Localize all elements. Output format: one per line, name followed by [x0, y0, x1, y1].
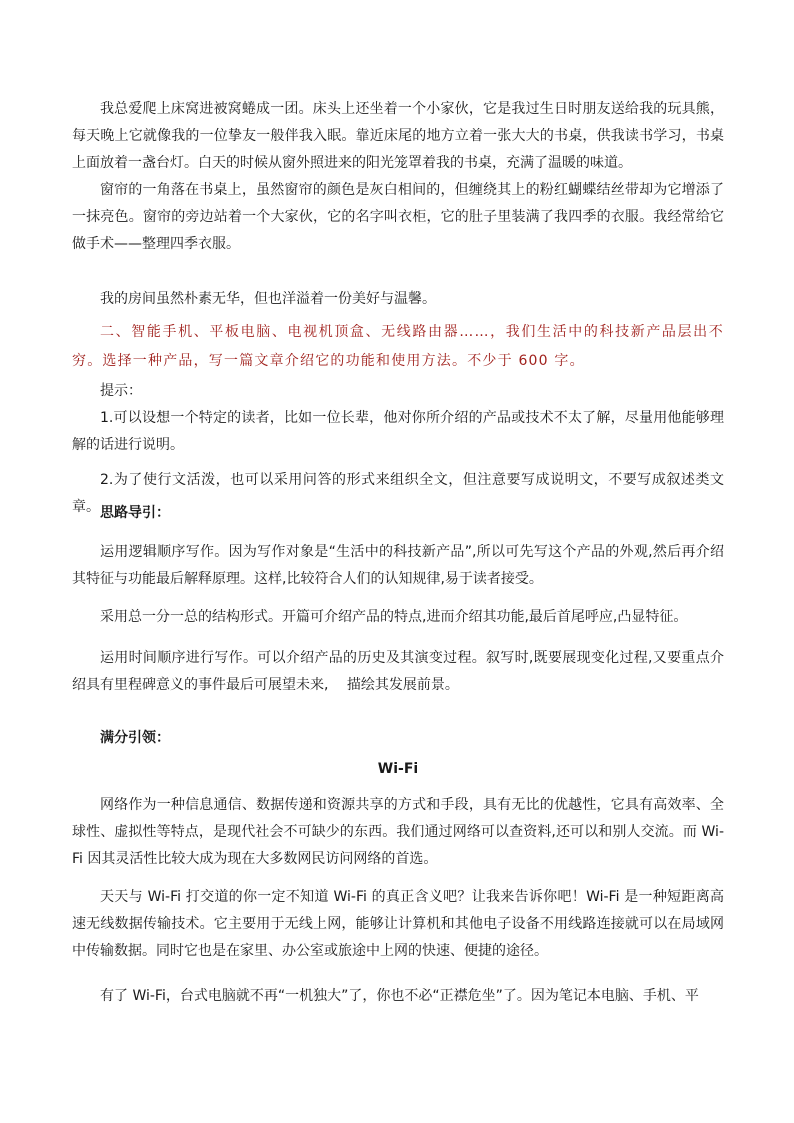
- writing-prompt-two: 二、智能手机、平板电脑、电视机顶盒、无线路由器……，我们生活中的科技新产品层出不穷。选择一种产品，写一篇文章介绍它的功能和使用方法。不少于 600 字。: [72, 324, 724, 369]
- paragraph-bedroom-bed: 我总爱爬上床窝进被窝蜷成一团。床头上还坐着一个小家伙，它是我过生日时朋友送给我的玩具熊，每天晚上它就像我的一位挚友一般伴我入眠。靠近床尾的地方立着一张大大的书桌，供我读书学习，书桌上面放着一盏台灯。白天的时候从窗外照进来的阳光笼罩着我的书桌，充满了温暖的味道。: [72, 101, 724, 171]
- tip-two: 2.为了使行文活泼，也可以采用问答的形式来组织全文，但注意要写成说明文，不要写成叙述类文章。: [72, 472, 724, 515]
- essay-paragraph-network: 网络作为一种信息通信、数据传递和资源共享的方式和手段，具有无比的优越性，它具有高效率、全球性、虚拟性等特点，是现代社会不可缺少的东西。我们通过网络可以查资料,还可以和别人交流。而 Wi-Fi 因其灵活性比较大成为现在大多数网民访问网络的首选。: [72, 797, 724, 867]
- guide-time-order: 运用时间顺序进行写作。可以介绍产品的历史及其演变过程。叙写时,既要展现变化过程,又要重点介绍具有里程碑意义的事件最后可展望未来, 描绘其发展前景。: [72, 650, 724, 693]
- guide-heading: 思路导引：: [100, 505, 170, 521]
- guide-structure: 采用总一分一总的结构形式。开篇可介绍产品的特点,进而介绍其功能,最后首尾呼应,凸显特征。: [100, 609, 688, 625]
- essay-paragraph-usage: 有了 Wi-Fi，台式电脑就不再“一机独大”了，你也不必“正襟危坐”了。因为笔记本电脑、手机、平: [100, 988, 699, 1004]
- paragraph-curtain: 窗帘的一角落在书桌上，虽然窗帘的颜色是灰白相间的，但缠绕其上的粉红蝴蝶结丝带却为它增添了一抹亮色。窗帘的旁边站着一个大家伙，它的名字叫衣柜，它的肚子里装满了我四季的衣服。我经常给它做手术——整理四季衣服。: [72, 182, 724, 252]
- tip-one: 1.可以设想一个特定的读者，比如一位长辈，他对你所介绍的产品或技术不太了解，尽量用他能够理解的话进行说明。: [72, 410, 724, 453]
- tips-heading: 提示：: [100, 383, 142, 399]
- model-essay-heading: 满分引领：: [100, 730, 170, 746]
- essay-title: Wi-Fi: [377, 761, 419, 777]
- essay-paragraph-meaning: 天天与 Wi-Fi 打交道的你一定不知道 Wi-Fi 的真正含义吧？让我来告诉你吧！Wi-Fi 是一种短距离高速无线数据传输技术。它主要用于无线上网，能够让计算机和其他电子设备不用线路连接就可以在局域网中传输数据。同时它也是在家里、办公室或旅途中上网的快速、便捷的途径。: [72, 889, 724, 959]
- guide-logical-order: 运用逻辑顺序写作。因为写作对象是“生活中的科技新产品”,所以可先写这个产品的外观,然后再介绍其特征与功能最后解释原理。这样,比较符合人们的认知规律,易于读者接受。: [72, 544, 724, 587]
- paragraph-room-summary: 我的房间虽然朴素无华，但也洋溢着一份美好与温馨。: [100, 291, 436, 307]
